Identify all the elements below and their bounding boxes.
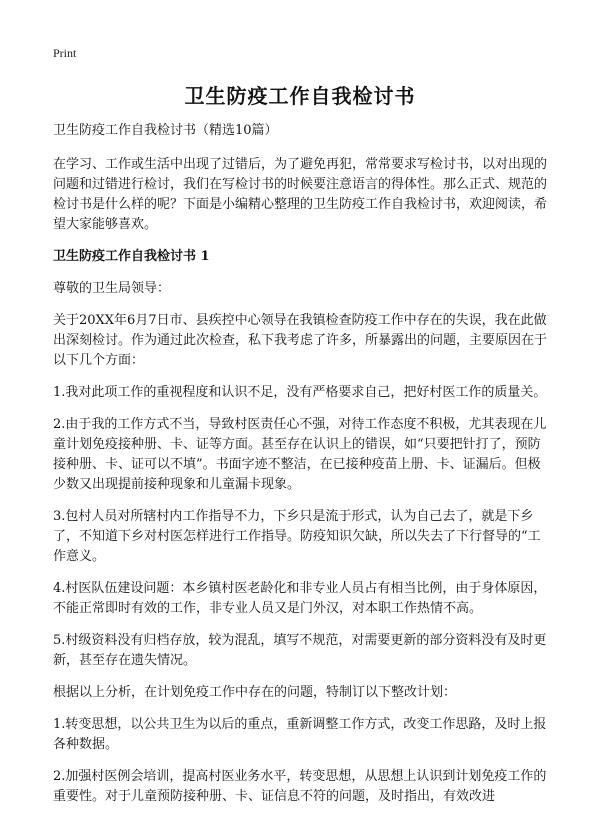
paragraph-3: 2.由于我的工作方式不当，导致村医责任心不强，对待工作态度不积极，尤其表现在儿童计划免疫接种册、卡、证等方面。甚至存在认识上的错误，如“只要把针打了，预防接种册、卡、证可以不填”。书面字迹不整洁，在已接种疫苗上册、卡、证漏后。但极少数又出现提前接种现象和儿童漏卡现象。 bbox=[53, 417, 547, 492]
print-link[interactable]: Print bbox=[53, 46, 77, 60]
paragraph-4: 3.包村人员对所辖村内工作指导不力，下乡只是流于形式，认为自己去了，就是下乡了，不知道下乡对村医怎样进行工作指导。防疫知识欠缺，所以失去了下行督导的“工作意义。 bbox=[53, 509, 541, 564]
paragraph-1: 关于20XX年6月7日市、县疾控中心领导在我镇检查防疫工作中存在的失误，我在此做出深刻检讨。作为通过此次检查，私下我考虑了许多，所暴露出的问题，主要原因在于以下几个方面： bbox=[53, 313, 548, 368]
paragraph-9: 2.加强村医例会培训，提高村医业务水平，转变思想，从思想上认识到计划免疫工作的重要性。对于儿童预防接种册、卡、证信息不符的问题，及时指出，有效改进 bbox=[53, 769, 547, 804]
document-subtitle: 卫生防疫工作自我检讨书（精选10篇） bbox=[53, 123, 278, 138]
document-body bbox=[53, 121, 553, 819]
salutation: 尊敬的卫生局领导： bbox=[53, 281, 171, 296]
page-title: 卫生防疫工作自我检讨书 bbox=[184, 84, 416, 108]
paragraph-5: 4.村医队伍建设问题：本乡镇村医老龄化和非专业人员占有相当比例，由于身体原因，不能正常即时有效的工作，非专业人员又是门外汉，对本职工作热情不高。 bbox=[53, 581, 547, 616]
paragraph-6: 5.村级资料没有归档存放，较为混乱，填写不规范，对需要更新的部分资料没有及时更新，甚至存在遗失情况。 bbox=[53, 633, 547, 668]
paragraph-7: 根据以上分析，在计划免疫工作中存在的问题，特制订以下整改计划： bbox=[53, 685, 457, 700]
section-heading: 卫生防疫工作自我检讨书 1 bbox=[53, 249, 210, 264]
paragraph-2: 1.我对此项工作的重视程度和认识不足，没有严格要求自己，把好村医工作的质量关。 bbox=[53, 385, 547, 400]
paragraph-8: 1.转变思想，以公共卫生为以后的重点，重新调整工作方式，改变工作思路，及时上报各种数据。 bbox=[53, 717, 547, 752]
intro-paragraph: 在学习、工作或生活中出现了过错后，为了避免再犯，常常要求写检讨书，以对出现的问题和过错进行检讨，我们在写检讨书的时候要注意语言的得体性。那么正式、规范的检讨书是什么样的呢？下面是小编精心整理的卫生防疫工作自我检讨书，欢迎阅读，希望大家能够喜欢。 bbox=[53, 157, 548, 232]
